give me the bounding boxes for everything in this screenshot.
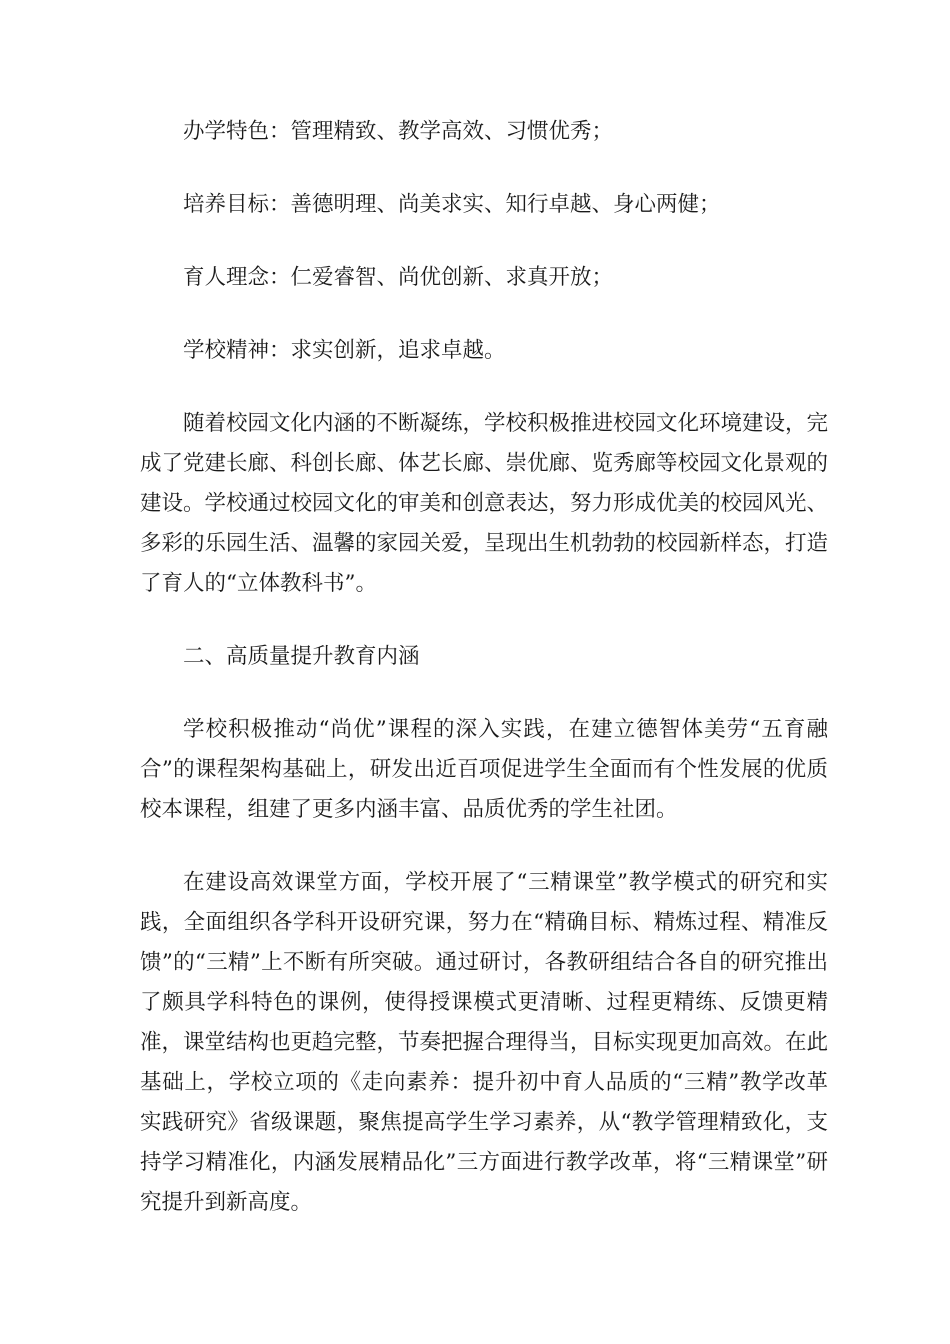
document-body bbox=[140, 112, 828, 1223]
paragraph-education-philosophy: 育人理念：仁爱睿智、尚优创新、求真开放； bbox=[183, 265, 614, 290]
paragraph-efficient-classroom: 在建设高效课堂方面，学校开展了“三精课堂”教学模式的研究和实践，全面组织各学科开设研究课，努力在“精确目标、精炼过程、精准反馈”的“三精”上不断有所突破。通过研讨，各教研组结合各自的研究推出了颇具学科特色的课例，使得授课模式更清晰、过程更精练、反馈更精准，课堂结构也更趋完整，节奏把握合理得当，目标实现更加高效。在此基础上，学校立项的《走向素养：提升初中育人品质的“三精”教学改革实践研究》省级课题，聚焦提高学生学习素养，从“教学管理精致化，支持学习精准化，内涵发展精品化”三方面进行教学改革，将“三精课堂”研究提升到新高度。 bbox=[140, 870, 829, 1215]
paragraph-school-spirit: 学校精神：求实创新，追求卓越。 bbox=[183, 338, 506, 363]
section-heading: 二、高质量提升教育内涵 bbox=[183, 644, 420, 669]
paragraph-training-goals: 培养目标：善德明理、尚美求实、知行卓越、身心两健； bbox=[183, 192, 721, 217]
paragraph-curriculum: 学校积极推动“尚优”课程的深入实践，在建立德智体美劳“五育融合”的课程架构基础上，研发出近百项促进学生全面而有个性发展的优质校本课程，组建了更多内涵丰富、品质优秀的学生社团。 bbox=[140, 717, 828, 822]
paragraph-campus-culture: 随着校园文化内涵的不断凝练，学校积极推进校园文化环境建设，完成了党建长廊、科创长廊、体艺长廊、崇优廊、览秀廊等校园文化景观的建设。学校通过校园文化的审美和创意表达，努力形成优美的校园风光、多彩的乐园生活、温馨的家园关爱，呈现出生机勃勃的校园新样态，打造了育人的“立体教科书”。 bbox=[140, 411, 829, 596]
paragraph-school-features: 办学特色：管理精致、教学高效、习惯优秀； bbox=[183, 119, 614, 144]
